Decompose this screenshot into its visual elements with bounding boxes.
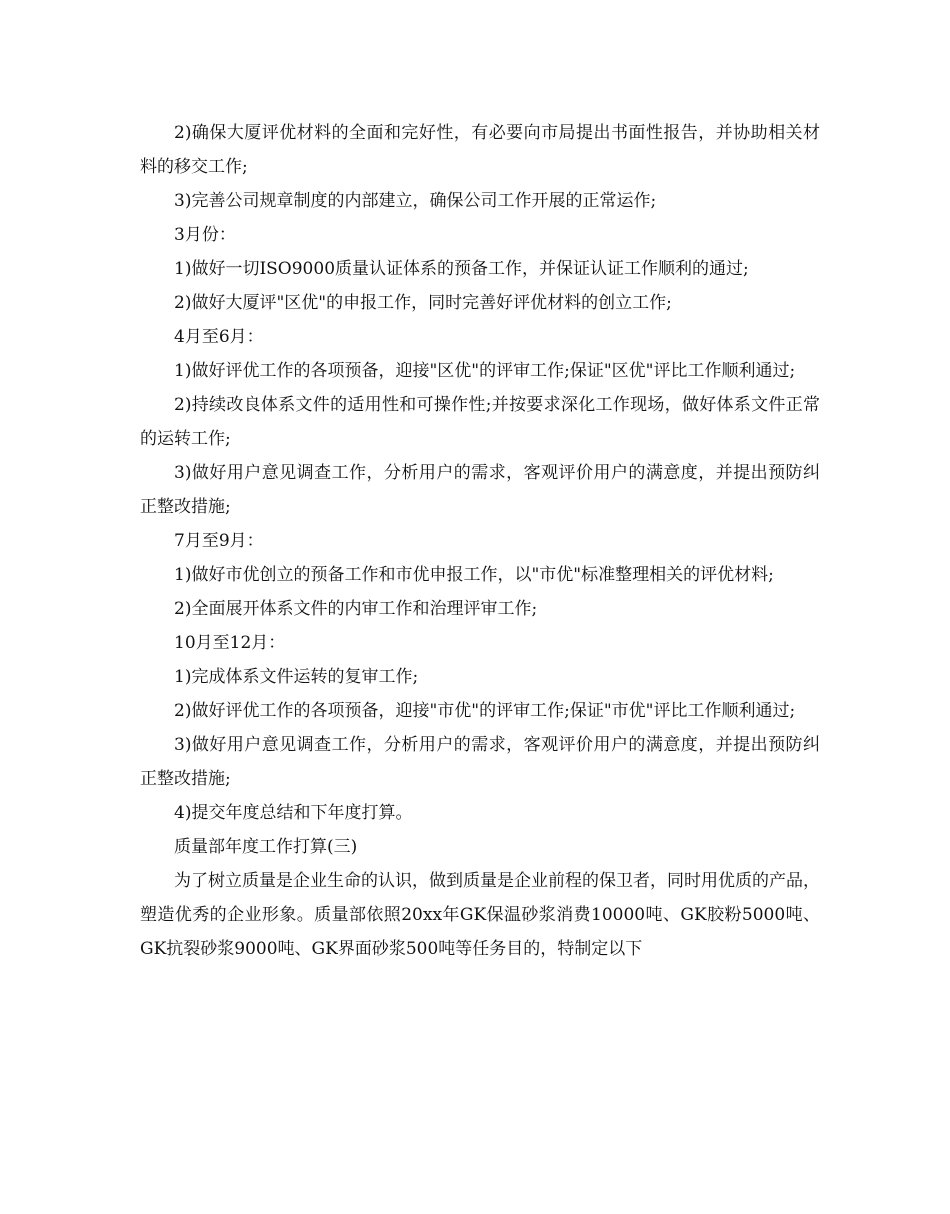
section-heading-april-june: 4月至6月： xyxy=(174,327,264,347)
section-heading-march: 3月份： xyxy=(174,225,236,245)
paragraph: 2)全面展开体系文件的内审工作和治理评审工作; xyxy=(174,599,538,619)
paragraph: 3)做好用户意见调查工作，分析用户的需求，客观评价用户的满意度，并提出预防纠正整改措施; xyxy=(140,463,820,517)
paragraph: 3)做好用户意见调查工作，分析用户的需求，客观评价用户的满意度，并提出预防纠正整改措施; xyxy=(140,735,820,789)
paragraph: 1)完成体系文件运转的复审工作; xyxy=(174,667,419,687)
paragraph: 3)完善公司规章制度的内部建立，确保公司工作开展的正常运作; xyxy=(174,191,657,211)
section-heading-october-december: 10月至12月： xyxy=(174,633,286,653)
paragraph: 2)确保大厦评优材料的全面和完好性，有必要向市局提出书面性报告，并协助相关材料的移交工作; xyxy=(140,123,820,177)
paragraph: 1)做好一切ISO9000质量认证体系的预备工作，并保证认证工作顺利的通过; xyxy=(174,259,749,279)
paragraph: 2)做好评优工作的各项预备，迎接"市优"的评审工作;保证"市优"评比工作顺利通过; xyxy=(174,701,796,721)
paragraph: 为了树立质量是企业生命的认识，做到质量是企业前程的保卫者，同时用优质的产品，塑造优秀的企业形象。质量部依照20xx年GK保温砂浆消费10000吨、GK胶粉5000吨、GK抗裂砂浆9000吨、GK界面砂浆500吨等任务目的，特制定以下 xyxy=(140,871,820,959)
paragraph: 2)持续改良体系文件的适用性和可操作性;并按要求深化工作现场，做好体系文件正常的运转工作; xyxy=(140,395,820,449)
paragraph: 1)做好评优工作的各项预备，迎接"区优"的评审工作;保证"区优"评比工作顺利通过; xyxy=(174,361,796,381)
paragraph: 2)做好大厦评"区优"的申报工作，同时完善好评优材料的创立工作; xyxy=(174,293,672,313)
section-title: 质量部年度工作打算(三) xyxy=(174,837,358,857)
paragraph: 1)做好市优创立的预备工作和市优申报工作，以"市优"标准整理相关的评优材料; xyxy=(174,565,774,585)
document-body xyxy=(140,116,820,966)
paragraph: 4)提交年度总结和下年度打算。 xyxy=(174,803,413,823)
section-heading-july-september: 7月至9月： xyxy=(174,531,264,551)
